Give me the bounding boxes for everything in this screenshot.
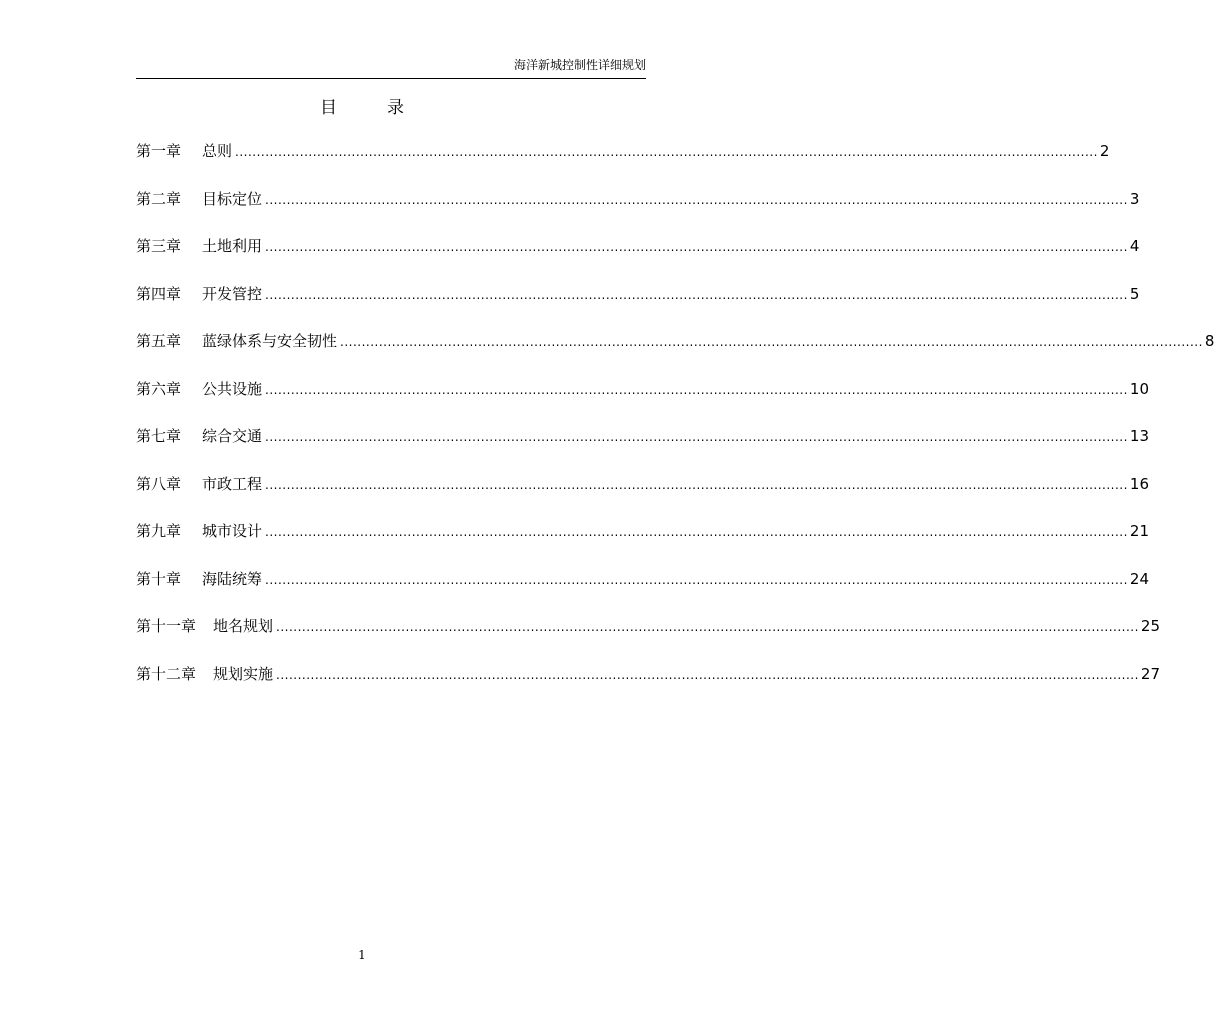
toc-title-part-2: 录	[387, 98, 404, 118]
toc-page-number: 2	[1099, 142, 1110, 160]
toc-chapter-number: 第十二章	[136, 664, 197, 683]
toc-dot-leader: ........................................................................................................................................................................................................	[265, 525, 1128, 539]
toc-chapter-number: 第十章	[136, 569, 182, 588]
toc-chapter-title: 市政工程	[202, 474, 263, 493]
toc-chapter-title: 海陆统筹	[202, 569, 263, 588]
toc-chapter-number: 第四章	[136, 284, 182, 303]
toc-list	[136, 140, 1214, 710]
toc-entry[interactable]	[136, 663, 1161, 711]
toc-entry[interactable]	[136, 425, 1150, 473]
toc-page-number: 25	[1140, 617, 1161, 635]
toc-title	[0, 97, 724, 119]
toc-chapter-title: 开发管控	[202, 284, 263, 303]
toc-page-number: 27	[1140, 664, 1161, 683]
toc-page-number: 5	[1129, 284, 1140, 303]
toc-entry[interactable]	[136, 283, 1140, 331]
toc-entry[interactable]	[136, 473, 1150, 521]
toc-dot-leader: ........................................................................................................................................................................................................	[276, 620, 1139, 634]
toc-chapter-title: 蓝绿体系与安全韧性	[202, 332, 338, 350]
toc-dot-leader: ........................................................................................................................................................................................................	[265, 192, 1128, 207]
toc-entry[interactable]	[136, 330, 1214, 378]
toc-chapter-title: 地名规划	[213, 617, 274, 635]
toc-chapter-number: 第三章	[136, 237, 182, 255]
toc-chapter-number: 第九章	[136, 522, 182, 540]
toc-page-number: 4	[1129, 237, 1140, 255]
toc-page-number: 10	[1129, 379, 1150, 398]
toc-chapter-number: 第一章	[136, 142, 182, 160]
toc-page-number: 3	[1129, 189, 1140, 208]
toc-dot-leader: ........................................................................................................................................................................................................	[265, 477, 1128, 492]
toc-chapter-title: 城市设计	[202, 522, 263, 540]
page-number: 1	[358, 948, 366, 962]
page-header	[136, 56, 646, 79]
toc-entry[interactable]	[136, 235, 1140, 283]
toc-title-part-1: 目	[320, 98, 337, 118]
toc-dot-leader: ........................................................................................................................................................................................................	[265, 430, 1128, 444]
toc-dot-leader: ........................................................................................................................................................................................................	[265, 287, 1128, 302]
toc-dot-leader: ........................................................................................................................................................................................................	[265, 382, 1128, 397]
toc-page-number: 16	[1129, 474, 1150, 493]
toc-chapter-title: 目标定位	[202, 189, 263, 208]
toc-chapter-number: 第五章	[136, 332, 182, 350]
toc-entry[interactable]	[136, 615, 1161, 663]
toc-page-number: 21	[1129, 522, 1150, 540]
toc-chapter-number: 第七章	[136, 427, 182, 445]
toc-entry[interactable]	[136, 568, 1150, 616]
document-title-header: 海洋新城控制性详细规划	[513, 58, 646, 72]
toc-dot-leader: ........................................................................................................................................................................................................	[340, 335, 1203, 349]
toc-entry[interactable]	[136, 520, 1150, 568]
toc-dot-leader: ........................................................................................................................................................................................................	[276, 667, 1139, 682]
toc-chapter-number: 第十一章	[136, 617, 197, 635]
toc-chapter-number: 第二章	[136, 189, 182, 208]
toc-entry[interactable]	[136, 378, 1150, 426]
toc-chapter-title: 综合交通	[202, 427, 263, 445]
toc-chapter-title: 公共设施	[202, 379, 263, 398]
toc-chapter-title: 规划实施	[213, 664, 274, 683]
toc-chapter-number: 第六章	[136, 379, 182, 398]
toc-dot-leader: ........................................................................................................................................................................................................	[265, 240, 1128, 254]
toc-entry[interactable]	[136, 188, 1140, 236]
toc-chapter-title: 土地利用	[202, 237, 263, 255]
toc-dot-leader: ........................................................................................................................................................................................................	[265, 572, 1128, 587]
toc-chapter-number: 第八章	[136, 474, 182, 493]
toc-dot-leader: ........................................................................................................................................................................................................	[235, 145, 1098, 159]
toc-entry[interactable]	[136, 140, 1110, 188]
toc-page-number: 24	[1129, 569, 1150, 588]
toc-chapter-title: 总则	[202, 142, 233, 160]
toc-page-number: 8	[1204, 332, 1214, 350]
toc-page-number: 13	[1129, 427, 1150, 445]
